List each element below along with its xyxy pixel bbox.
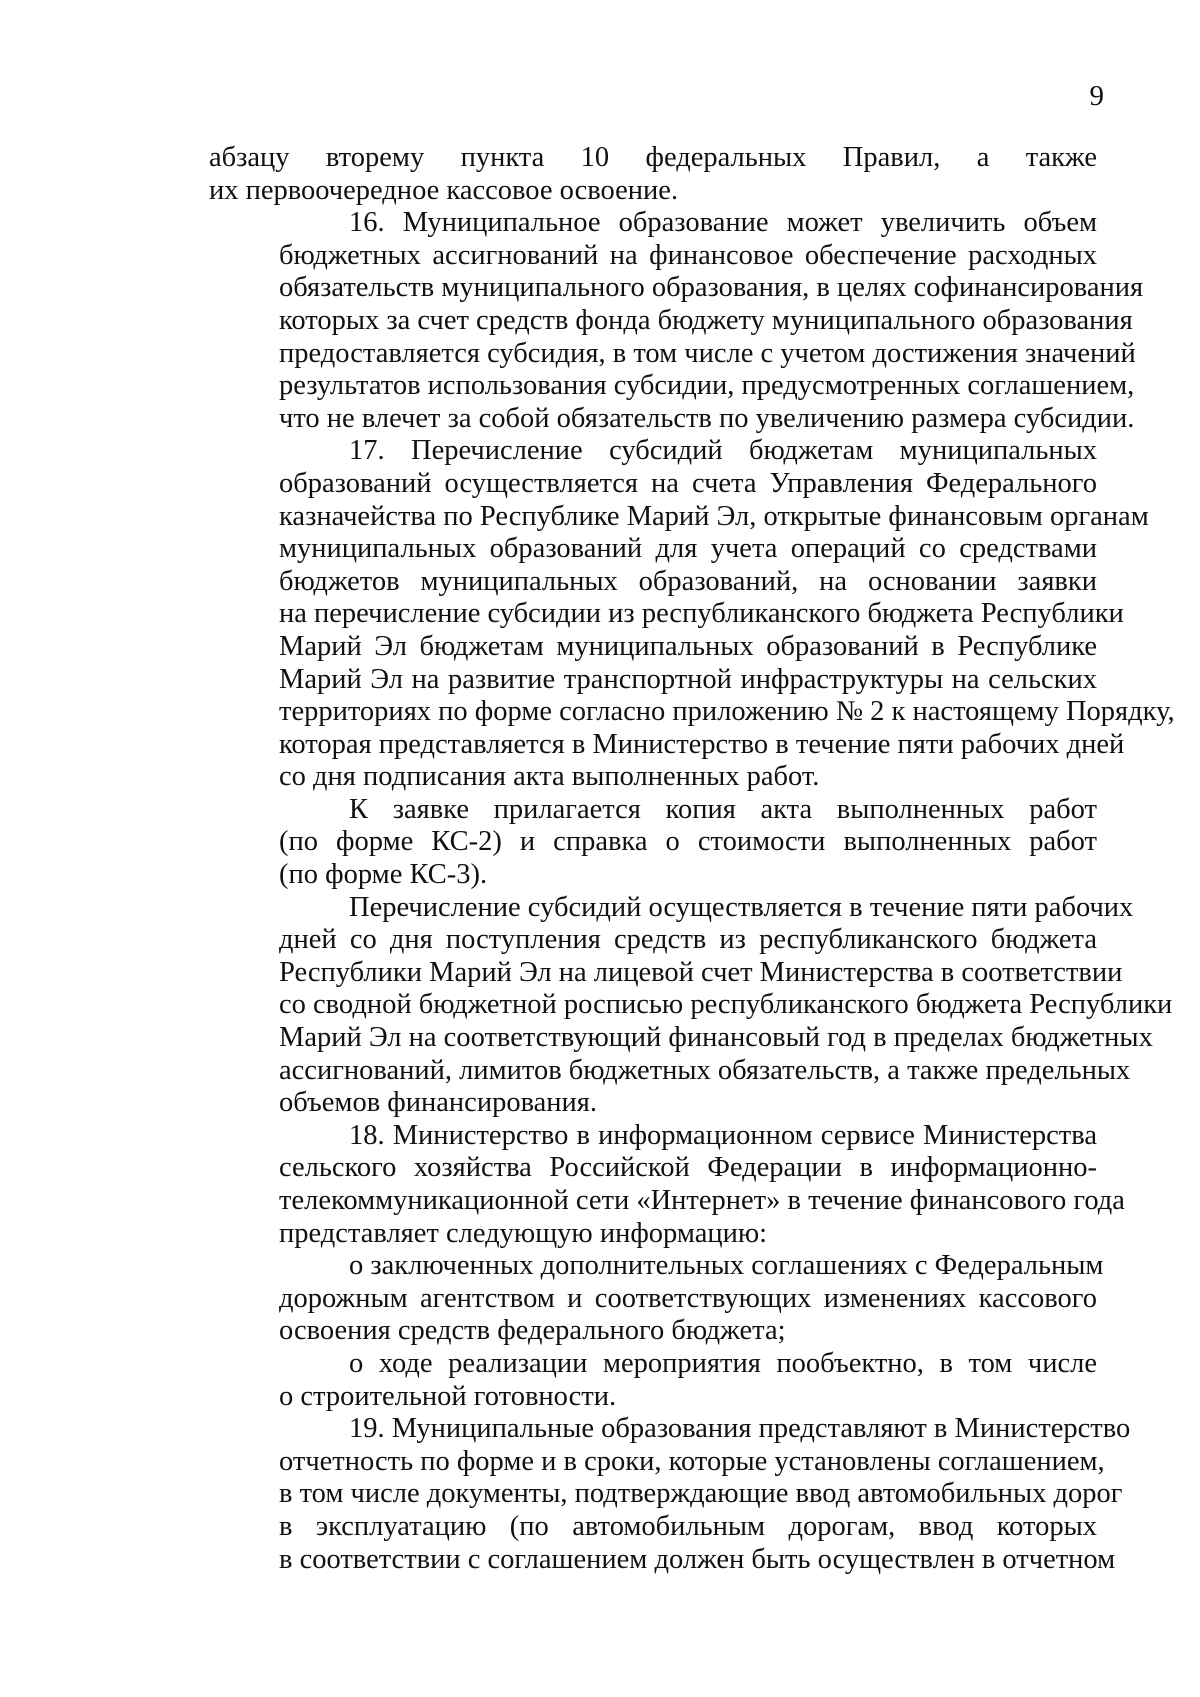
text-line: со дня подписания акта выполненных работ. bbox=[279, 761, 820, 793]
document-body bbox=[209, 142, 1175, 1576]
text-line: казначейства по Республике Марий Эл, открытые финансовым органам bbox=[279, 500, 1149, 532]
text-line: Перечисление субсидий осуществляется в течение пяти рабочих bbox=[349, 891, 1134, 923]
paragraph bbox=[209, 142, 1097, 207]
text-line: освоения средств федерального бюджета; bbox=[279, 1315, 786, 1347]
text-line: (по форме КС-3). bbox=[279, 859, 488, 891]
text-line: Республики Марий Эл на лицевой счет Министерства в соответствии bbox=[279, 956, 1123, 988]
text-line: их первоочередное кассовое освоение. bbox=[209, 174, 679, 206]
text-line: бюджетных ассигнований на финансовое обеспечение расходных bbox=[279, 239, 1097, 271]
text-line: дней со дня поступления средств из республиканского бюджета bbox=[279, 924, 1097, 956]
text-line: Марий Эл бюджетам муниципальных образований в Республике bbox=[279, 630, 1097, 662]
text-line: объемов финансирования. bbox=[279, 1087, 598, 1119]
page-number: 9 bbox=[1089, 80, 1104, 112]
text-line: обязательств муниципального образования, в целях софинансирования bbox=[279, 272, 1144, 304]
text-line: которых за счет средств фонда бюджету муниципального образования bbox=[279, 304, 1133, 336]
text-line: предоставляется субсидия, в том числе с учетом достижения значений bbox=[279, 337, 1136, 369]
text-line: в эксплуатацию (по автомобильным дорогам, ввод которых bbox=[279, 1510, 1097, 1542]
paragraph bbox=[209, 207, 1144, 435]
text-line: бюджетов муниципальных образований, на основании заявки bbox=[279, 565, 1097, 597]
text-line: в соответствии с соглашением должен быть осуществлен в отчетном bbox=[279, 1543, 1116, 1575]
paragraph bbox=[209, 1413, 1131, 1576]
text-line: о ходе реализации мероприятия пообъектно, в том числе bbox=[349, 1347, 1097, 1379]
text-line: (по форме КС-2) и справка о стоимости выполненных работ bbox=[279, 826, 1097, 858]
paragraph bbox=[209, 891, 1173, 1120]
text-line: которая представляется в Министерство в течение пяти рабочих дней bbox=[279, 728, 1125, 760]
paragraph bbox=[209, 1348, 1097, 1413]
text-line: 17. Перечисление субсидий бюджетам муниципальных bbox=[349, 435, 1097, 467]
text-line: К заявке прилагается копия акта выполненных работ bbox=[349, 793, 1097, 825]
text-line: сельского хозяйства Российской Федерации в информационно- bbox=[279, 1152, 1097, 1184]
text-line: на перечисление субсидии из республиканского бюджета Республики bbox=[279, 598, 1124, 630]
text-line: 19. Муниципальные образования представляют в Министерство bbox=[349, 1413, 1131, 1445]
text-line: отчетность по форме и в сроки, которые установлены соглашением, bbox=[279, 1445, 1105, 1477]
text-line: результатов использования субсидии, предусмотренных соглашением, bbox=[279, 370, 1135, 402]
text-line: о заключенных дополнительных соглашениях с Федеральным bbox=[349, 1250, 1104, 1282]
paragraph bbox=[209, 1119, 1125, 1250]
text-line: в том числе документы, подтверждающие ввод автомобильных дорог bbox=[279, 1478, 1123, 1510]
paragraph bbox=[209, 1250, 1104, 1348]
text-line: муниципальных образований для учета операций со средствами bbox=[279, 533, 1097, 565]
text-line: что не влечет за собой обязательств по увеличению размера субсидии. bbox=[279, 402, 1135, 434]
text-line: представляет следующую информацию: bbox=[279, 1217, 768, 1249]
text-line: дорожным агентством и соответствующих изменениях кассового bbox=[279, 1282, 1097, 1314]
text-line: со сводной бюджетной росписью республиканского бюджета Республики bbox=[279, 989, 1173, 1021]
text-line: ассигнований, лимитов бюджетных обязательств, а также предельных bbox=[279, 1054, 1131, 1086]
text-line: телекоммуникационной сети «Интернет» в течение финансового года bbox=[279, 1185, 1125, 1216]
text-line: о строительной готовности. bbox=[279, 1380, 617, 1412]
text-line: 16. Муниципальное образование может увеличить объем bbox=[349, 207, 1097, 239]
text-line: образований осуществляется на счета Управления Федерального bbox=[279, 467, 1097, 499]
text-line: Марий Эл на развитие транспортной инфраструктуры на сельских bbox=[279, 663, 1097, 695]
paragraph bbox=[209, 435, 1175, 794]
text-line: абзацу вторему пункта 10 федеральных Правил, а также bbox=[209, 142, 1097, 173]
text-line: Марий Эл на соответствующий финансовый год в пределах бюджетных bbox=[279, 1022, 1153, 1054]
text-line: 18. Министерство в информационном сервисе Министерства bbox=[349, 1119, 1097, 1151]
text-line: территориях по форме согласно приложению № 2 к настоящему Порядку, bbox=[279, 696, 1175, 728]
paragraph bbox=[209, 794, 1097, 892]
